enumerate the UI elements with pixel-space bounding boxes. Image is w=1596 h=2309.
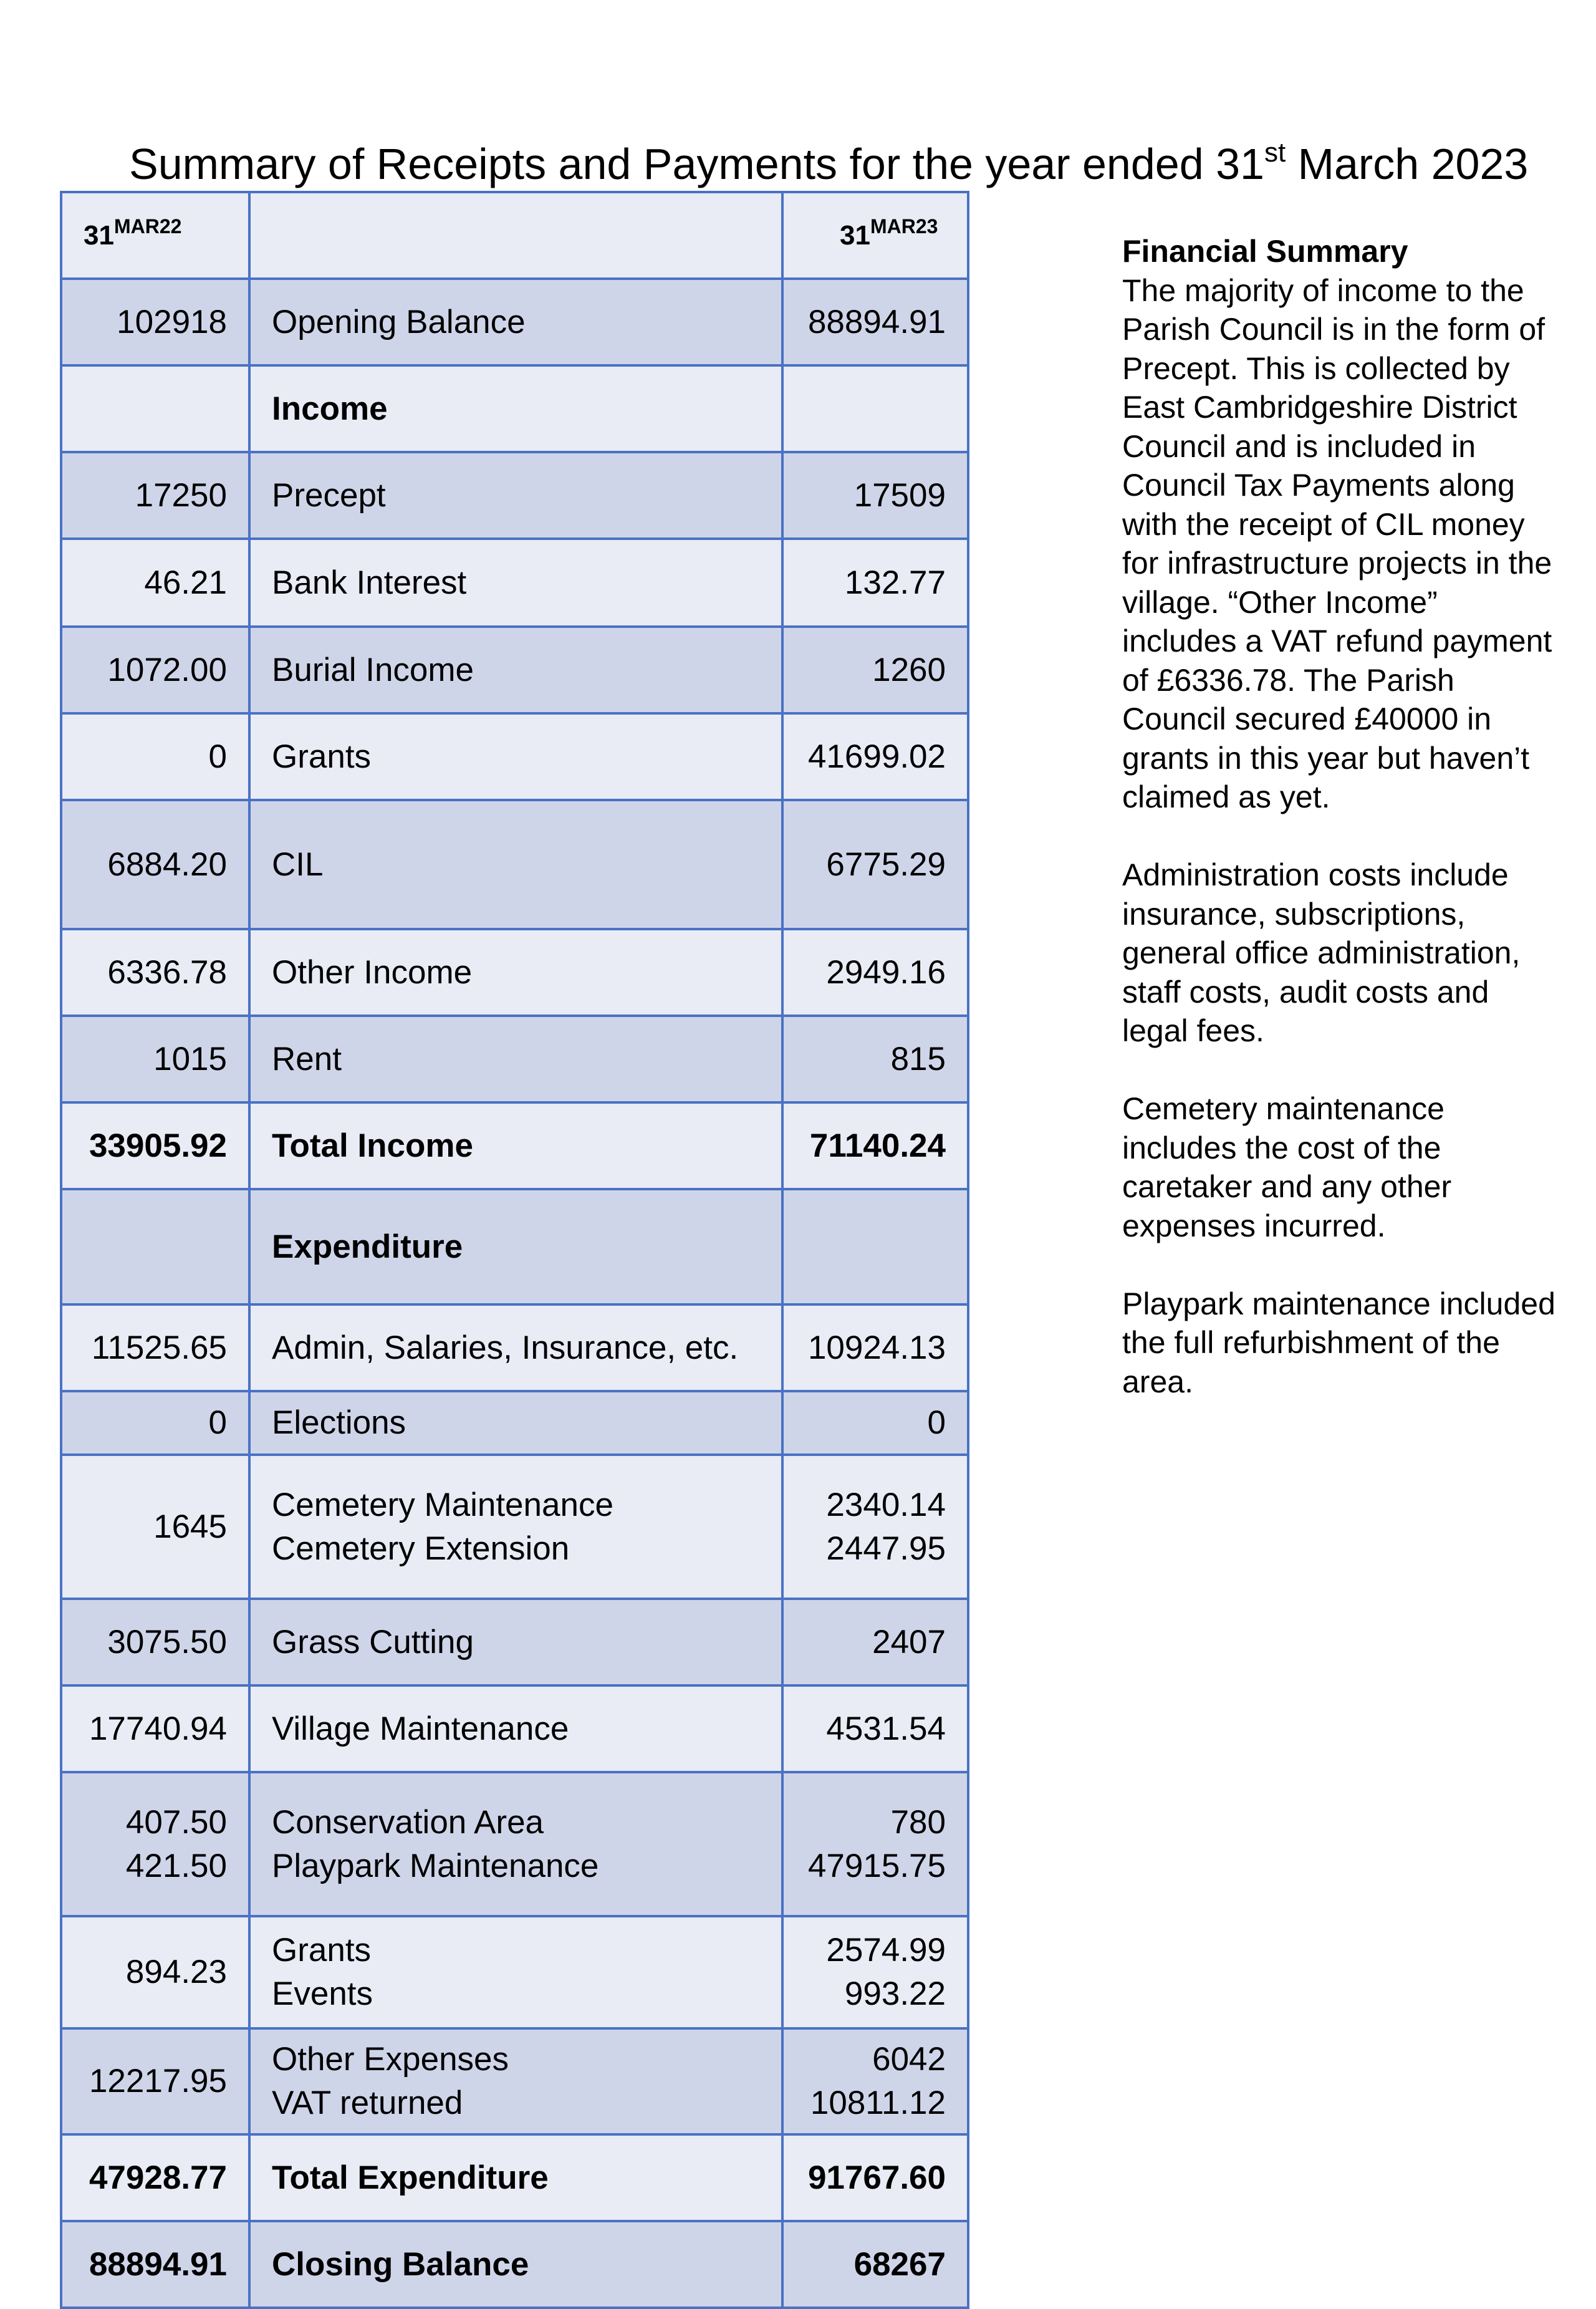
cell-prev-year: [61, 279, 249, 365]
cell-label-text: Income: [272, 390, 388, 427]
cell-label-text: Total Income: [272, 1127, 473, 1164]
table-row: [61, 800, 968, 929]
cell-label: [249, 1391, 782, 1455]
table-row: [61, 2134, 968, 2221]
cell-label: [249, 1772, 782, 1916]
cell-curr-year: [782, 627, 968, 713]
cell-prev-year: [61, 452, 249, 539]
cell-curr-year: [782, 2028, 968, 2134]
cell-label-text: Other Income: [272, 953, 473, 991]
cell-label-text: Total Expenditure: [272, 2159, 549, 2196]
cell-curr-year: [782, 1772, 968, 1916]
table-row: [61, 1391, 968, 1455]
cell-prev-year-text: 11525.65: [91, 1329, 227, 1366]
cell-prev-year-text: 1015: [153, 1040, 227, 1077]
cell-prev-year: [61, 1916, 249, 2028]
cell-curr-year-text: 815: [890, 1040, 946, 1077]
cell-curr-year-text: 2574.99: [826, 1932, 946, 1969]
table-row: [61, 929, 968, 1016]
cell-curr-year: [782, 2134, 968, 2221]
cell-curr-year-text: 10924.13: [807, 1329, 946, 1366]
cell-curr-year-text: 6775.29: [826, 846, 946, 883]
table-row: [61, 1304, 968, 1391]
cell-label: [249, 1599, 782, 1685]
header-curr-year: $31^{MAR23}$: [782, 192, 968, 279]
cell-curr-year-text: 6042: [872, 2041, 946, 2078]
cell-curr-year-text: 2447.95: [826, 1530, 946, 1567]
cell-label: [249, 365, 782, 452]
cell-label: [249, 279, 782, 365]
cell-label: [249, 713, 782, 800]
cell-label-text: Burial Income: [272, 651, 474, 688]
cell-curr-year: [782, 279, 968, 365]
cell-prev-year-text: 12217.95: [89, 2063, 227, 2099]
cell-curr-year-text: 132.77: [844, 564, 946, 601]
cell-prev-year-text: 894.23: [125, 1954, 227, 1990]
cell-label: [249, 627, 782, 713]
cell-label: [249, 1685, 782, 1772]
cell-label-text: Opening Balance: [272, 303, 526, 340]
cell-curr-year: [782, 2221, 968, 2308]
cell-curr-year: [782, 539, 968, 627]
summary-paragraph-playpark: Playpark maintenance included the full refurbishment of the area.: [1122, 1286, 1555, 1399]
cell-prev-year: [61, 929, 249, 1016]
cell-label: [249, 1304, 782, 1391]
cell-label-text: Conservation Area: [272, 1803, 544, 1841]
cell-label: [249, 800, 782, 929]
cell-prev-year-text: 6336.78: [107, 953, 227, 991]
cell-prev-year: [61, 539, 249, 627]
cell-prev-year: [61, 2028, 249, 2134]
summary-paragraph-cemetery: Cemetery maintenance includes the cost of the caretaker and any other expenses incurred.: [1122, 1091, 1452, 1243]
financial-summary-title: Financial Summary: [1122, 234, 1408, 269]
cell-prev-year-text: 6884.20: [107, 846, 227, 883]
cell-prev-year: [61, 1772, 249, 1916]
cell-label-text: CIL: [272, 846, 324, 883]
cell-curr-year: [782, 929, 968, 1016]
cell-prev-year: [61, 1685, 249, 1772]
cell-label-text: Playpark Maintenance: [272, 1847, 599, 1884]
cell-curr-year-text: 10811.12: [810, 2085, 946, 2121]
cell-label-text: Expenditure: [272, 1228, 463, 1265]
cell-curr-year: [782, 365, 968, 452]
cell-prev-year-text: 88894.91: [89, 2245, 227, 2283]
table-row: [61, 365, 968, 452]
cell-curr-year-text: 993.22: [844, 1975, 946, 2012]
cell-label: [249, 1016, 782, 1102]
cell-prev-year: [61, 627, 249, 713]
header-label-cell: [249, 192, 782, 279]
cell-label: [249, 1102, 782, 1189]
cell-prev-year: [61, 1455, 249, 1599]
table-row: [61, 539, 968, 627]
cell-curr-year: [782, 1189, 968, 1304]
cell-label-text: Bank Interest: [272, 564, 467, 601]
table-row: [61, 1599, 968, 1685]
cell-prev-year-text: 33905.92: [89, 1127, 227, 1164]
cell-label-text: Village Maintenance: [272, 1710, 569, 1747]
summary-paragraph-admin: Administration costs include insurance, subscriptions, general office administration, staff costs, audit costs and legal fees.: [1122, 857, 1521, 1048]
cell-curr-year: [782, 1685, 968, 1772]
cell-curr-year: [782, 1599, 968, 1685]
cell-prev-year-text: 1645: [153, 1508, 227, 1545]
cell-curr-year-text: 68267: [853, 2245, 946, 2283]
summary-paragraph-income: The majority of income to the Parish Council is in the form of Precept. This is collected by East Cambridgeshire District Council and is included in Council Tax Payments along with the receipt of CIL money for infrastructure projects in the village. “Other Income” includes a VAT refund payment of £6336.78. The Parish Council secured £40000 in grants in this year but haven’t claimed as yet.: [1122, 272, 1552, 814]
table-row: [61, 2028, 968, 2134]
cell-label-text: Events: [272, 1975, 373, 2012]
cell-curr-year: [782, 1455, 968, 1599]
table-row: [61, 452, 968, 539]
cell-prev-year: [61, 1391, 249, 1455]
cell-curr-year-text: 2340.14: [826, 1486, 946, 1523]
cell-prev-year-text: 3075.50: [107, 1623, 227, 1661]
table-row: [61, 1685, 968, 1772]
cell-prev-year-text: 102918: [117, 303, 227, 340]
cell-label: [249, 452, 782, 539]
cell-prev-year: [61, 1016, 249, 1102]
cell-curr-year: [782, 1916, 968, 2028]
cell-curr-year: [782, 1304, 968, 1391]
table-row: [61, 627, 968, 713]
cell-label: [249, 2134, 782, 2221]
table-row: [61, 713, 968, 800]
cell-curr-year-text: 4531.54: [826, 1710, 946, 1747]
cell-label-text: Grass Cutting: [272, 1623, 474, 1661]
cell-label: [249, 1189, 782, 1304]
cell-curr-year-text: 1260: [872, 651, 946, 688]
cell-curr-year: [782, 800, 968, 929]
cell-prev-year-text: 0: [208, 1404, 227, 1441]
cell-curr-year-text: 780: [890, 1803, 946, 1841]
cell-prev-year-text: 0: [208, 738, 227, 775]
header-prev-year: $31^{MAR22}$: [61, 192, 249, 279]
cell-label: [249, 1455, 782, 1599]
cell-prev-year-text: 47928.77: [89, 2159, 227, 2196]
title-superscript: st: [1264, 137, 1286, 168]
cell-prev-year: [61, 1599, 249, 1685]
cell-prev-year-text: 46.21: [144, 564, 227, 601]
cell-label: [249, 929, 782, 1016]
table-row: [61, 1772, 968, 1916]
cell-curr-year: [782, 1016, 968, 1102]
table-row: [61, 1102, 968, 1189]
cell-label: [249, 1916, 782, 2028]
cell-prev-year: [61, 713, 249, 800]
table-row: [61, 1455, 968, 1599]
cell-curr-year-text: 71140.24: [809, 1127, 946, 1164]
title-suffix: March 2023: [1286, 140, 1529, 188]
cell-curr-year-text: 2949.16: [826, 953, 946, 991]
cell-curr-year-text: 0: [927, 1404, 946, 1441]
cell-prev-year-text: 407.50: [125, 1803, 227, 1841]
cell-prev-year-text: 421.50: [125, 1847, 227, 1884]
cell-label-text: Rent: [272, 1040, 342, 1077]
cell-prev-year-text: 17740.94: [89, 1710, 227, 1747]
cell-prev-year: [61, 2221, 249, 2308]
cell-label-text: VAT returned: [272, 2085, 463, 2121]
cell-label-text: Other Expenses: [272, 2041, 509, 2078]
cell-curr-year-text: 17509: [853, 476, 946, 514]
table-row: [61, 279, 968, 365]
cell-prev-year-text: 1072.00: [107, 651, 227, 688]
cell-label: [249, 539, 782, 627]
cell-curr-year-text: 47915.75: [807, 1847, 946, 1884]
cell-prev-year-text: 17250: [135, 476, 227, 514]
cell-curr-year: [782, 1102, 968, 1189]
receipts-payments-table: [60, 191, 969, 2309]
cell-prev-year: [61, 1189, 249, 1304]
cell-curr-year: [782, 452, 968, 539]
cell-curr-year: [782, 1391, 968, 1455]
table-header-row: [61, 192, 968, 279]
table-row: [61, 2221, 968, 2308]
table-row: [61, 1016, 968, 1102]
cell-prev-year: [61, 2134, 249, 2221]
cell-label-text: Cemetery Maintenance: [272, 1486, 613, 1523]
cell-label-text: Grants: [272, 1932, 372, 1969]
table-row: [61, 1916, 968, 2028]
cell-prev-year: [61, 800, 249, 929]
cell-curr-year-text: 2407: [872, 1623, 946, 1661]
cell-label-text: Elections: [272, 1404, 406, 1441]
cell-label-text: Closing Balance: [272, 2245, 529, 2283]
cell-label-text: Cemetery Extension: [272, 1530, 570, 1567]
cell-prev-year: [61, 1304, 249, 1391]
cell-label-text: Precept: [272, 476, 386, 514]
table-row: [61, 1189, 968, 1304]
title-prefix: Summary of Receipts and Payments for the year ended 31: [129, 140, 1264, 188]
cell-label: [249, 2221, 782, 2308]
cell-curr-year-text: 41699.02: [807, 738, 946, 775]
cell-prev-year: [61, 1102, 249, 1189]
financial-summary-panel: [1122, 232, 1559, 1440]
cell-label: [249, 2028, 782, 2134]
cell-prev-year: [61, 365, 249, 452]
cell-label-text: Admin, Salaries, Insurance, etc.: [272, 1329, 739, 1366]
cell-curr-year: [782, 713, 968, 800]
cell-label-text: Grants: [272, 738, 372, 775]
cell-curr-year-text: 88894.91: [807, 303, 946, 340]
cell-curr-year-text: 91767.60: [807, 2159, 946, 2196]
